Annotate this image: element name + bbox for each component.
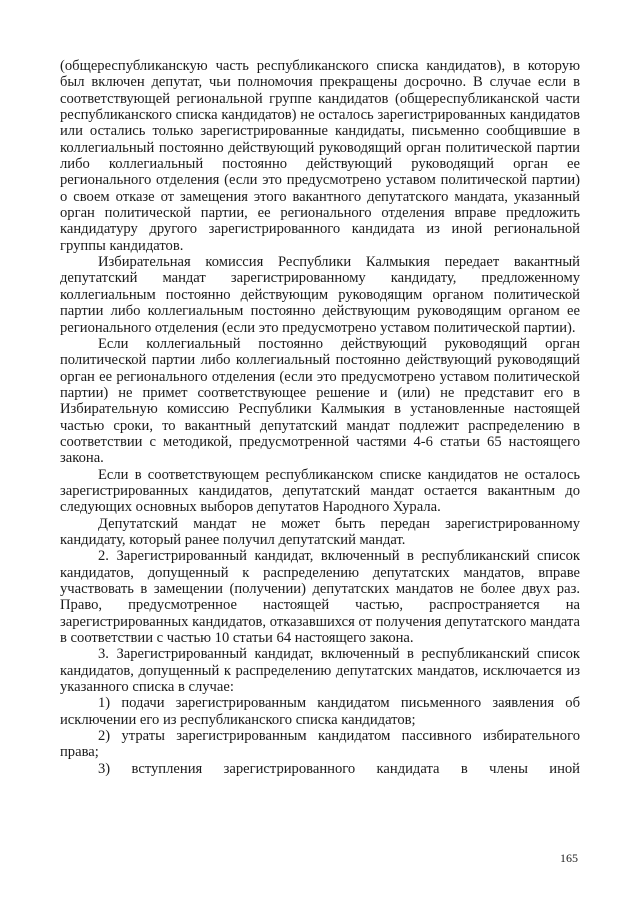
list-item-3: 3) вступления зарегистрированного кандидата в члены иной (98, 760, 580, 777)
paragraph-no-decision: Если коллегиальный постоянно действующий руководящий орган политической партии либо коллегиальный постоянно действующий руководящий орган ее регионального отделения (если это предусмотрено уставом политической партии) не примет соответствующее решение и (или) не представит его в Избирательную комиссию Республики Калмыкия в установленные настоящей частью сроки, то вакантный депутатский мандат подлежит распределению в соответствии с методикой, предусмотренной частями 4-6 статьи 65 настоящего закона. (60, 335, 580, 467)
paragraph-commission-transfer: Избирательная комиссия Республики Калмыкия передает вакантный депутатский мандат зарегистрированному кандидату, предложенному коллегиальным постоянно действующим руководящим органом политической партии либо коллегиальным постоянно действующим руководящим органом ее регионального отделения (если это предусмотрено уставом политической партии). (60, 254, 580, 336)
paragraph-item-2: 2. Зарегистрированный кандидат, включенный в республиканский список кандидатов, допущенный к распределению депутатских мандатов, вправе участвовать в замещении (получении) депутатских мандатов не более двух раз. Право, предусмотренное настоящей частью, распространяется на зарегистрированных кандидатов, отказавшихся от получения депутатского мандата в соответствии с частью 10 статьи 64 настоящего закона. (60, 548, 580, 647)
body-text (60, 58, 580, 777)
page-number: 165 (560, 851, 578, 865)
paragraph-item-3: 3. Зарегистрированный кандидат, включенный в республиканский список кандидатов, допущенный к распределению депутатских мандатов, исключается из указанного списка в случае: (60, 646, 580, 696)
list-item-1: 1) подачи зарегистрированным кандидатом письменного заявления об исключении его из республиканского списка кандидатов; (60, 695, 580, 728)
paragraph-mandate-restriction: Депутатский мандат не может быть передан зарегистрированному кандидату, который ранее получил депутатский мандат. (60, 515, 580, 548)
paragraph-continuation: (общереспубликанскую часть республиканского списка кандидатов), в которую был включен депутат, чьи полномочия прекращены досрочно. В случае если в соответствующей региональной группе кандидатов (общереспубликанской части республиканского списка кандидатов) не осталось зарегистрированных кандидатов или остались только зарегистрированные кандидаты, письменно сообщившие в коллегиальный постоянно действующий руководящий орган политической партии либо коллегиальный постоянно действующий руководящий орган ее регионального отделения (если это предусмотрено уставом политической партии) о своем отказе от замещения этого вакантного депутатского мандата, указанный орган политической партии, ее регионального отделения вправе предложить кандидатуру другого зарегистрированного кандидата из иной региональной группы кандидатов. (60, 58, 580, 254)
paragraph-vacant-mandate: Если в соответствующем республиканском списке кандидатов не осталось зарегистрированных кандидатов, депутатский мандат остается вакантным до следующих основных выборов депутатов Народного Хурала. (60, 466, 580, 516)
list-item-2: 2) утраты зарегистрированным кандидатом пассивного избирательного права; (60, 728, 580, 761)
